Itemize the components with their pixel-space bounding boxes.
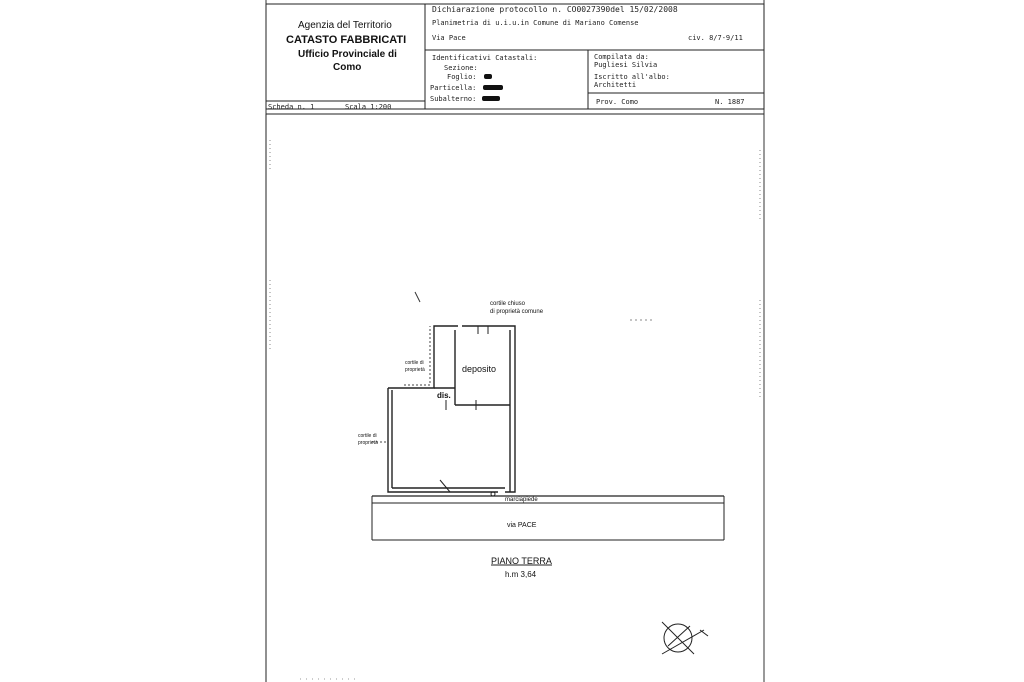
compilata-name: Pugliesi Silvia [594,61,658,69]
agency-name: Agenzia del Territorio [298,20,392,31]
redacted-subalterno [482,96,500,101]
office-city: Como [333,62,362,73]
floor-height: h.m 3,64 [505,570,537,579]
foglio-label: Foglio: [447,73,477,81]
plan-municipality: Planimetria di u.i.u.in Comune di Mariano Comense [432,19,639,27]
catasto-title: CATASTO FABBRICATI [286,34,407,46]
floor-title: PIANO TERRA [491,556,552,566]
note-courtyard-1b: proprietà [405,367,425,373]
cortile-label-1: cortile chiuso [490,301,526,307]
register-number: N. 1887 [715,98,745,106]
iscritto-label: Iscritto all'albo: [594,73,670,81]
scheda-number: Scheda n. 1 [268,103,315,111]
sezione-label: Sezione: [444,64,478,72]
province: Prov. Como [596,98,639,106]
note-courtyard-2b: proprietà [358,440,378,446]
plan-civic-number: civ. 8/7-9/11 [688,34,743,42]
street-label: via PACE [507,522,537,529]
declaration-protocol: Dichiarazione protocollo n. CO0027390del 15/02/2008 [432,5,678,14]
note-courtyard-1a: cortile di [405,360,424,366]
scale: Scala 1:200 [345,103,392,111]
note-courtyard-2a: cortile di [358,433,377,439]
redacted-particella [483,85,503,90]
office-name: Ufficio Provinciale di [298,49,397,60]
particella-label: Particella: [430,84,477,92]
subalterno-label: Subalterno: [430,95,477,103]
north-arrow-icon [662,622,708,654]
iscritto-value: Architetti [594,81,637,89]
room-dis: dis. [437,391,451,400]
cortile-label-2: di proprietà comune [490,309,544,315]
redacted-foglio [484,74,492,79]
plan-address: Via Pace [432,34,466,42]
ident-title: Identificativi Catastali: [432,54,538,62]
room-deposito: deposito [462,364,497,374]
compilata-label: Compilata da: [594,53,649,61]
sidewalk-label: marciapiede [505,497,538,503]
